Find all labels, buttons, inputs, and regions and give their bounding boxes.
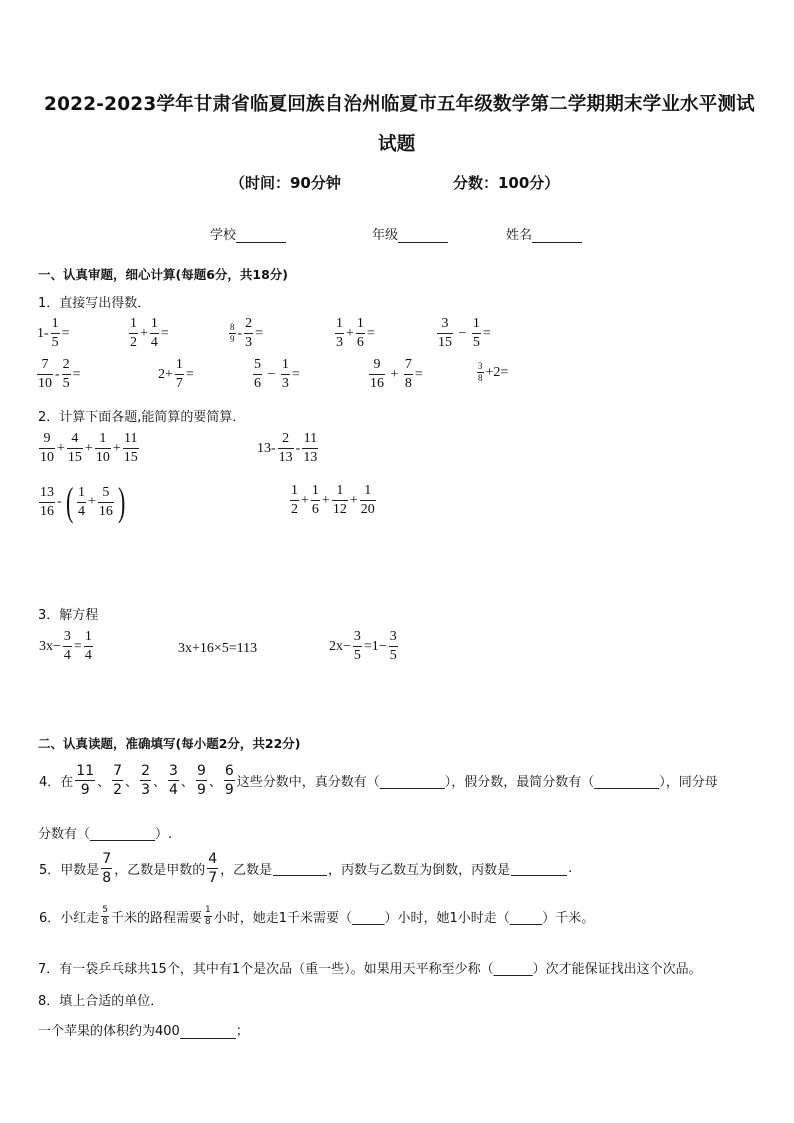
- q4-text: 这些分数中，真分数有（__________），假分数，最简分数有（__________），同分母: [236, 775, 718, 790]
- question-8: 8．填上合适的单位．: [38, 994, 164, 1009]
- q8-line: 一个苹果的体积约为400: [38, 1024, 180, 1039]
- q1-item-1: 1- $\frac{1}{5}$ =: [37, 316, 70, 350]
- school-label: 学校: [210, 228, 237, 243]
- q5-text-b: ，乙数是甲数的: [114, 863, 206, 878]
- q1-item-9: $\frac{9}{16}$ + $\frac{7}{8}$ =: [370, 357, 423, 391]
- q5-text-a: 5．甲数是: [39, 863, 100, 878]
- exam-time: （时间：90分钟: [230, 174, 341, 192]
- question-7: 7．有一袋乒乓球共15个，其中有1个是次品（重一些）。如果用天平称至少称（______）次才能保证找出这个次品。: [38, 962, 702, 977]
- q5-text-c: ，乙数是: [220, 863, 273, 878]
- q1-item-8: $\frac{5}{6}$ − $\frac{1}{3}$ =: [254, 357, 300, 391]
- q6-text-a: 6．小红走: [39, 911, 100, 926]
- section-2-heading: 二、认真读题，准确填写(每小题2分，共22分): [38, 736, 301, 751]
- question-4-line2: 分数有（__________）.: [38, 827, 173, 842]
- doc-title-line2: 试题: [378, 134, 416, 155]
- q1-item-2: $\frac{1}{2}$ + $\frac{1}{4}$ =: [130, 316, 169, 350]
- grade-label: 年级: [372, 228, 399, 243]
- q1-item-6: $\frac{7}{10}$ - $\frac{2}{5}$ =: [38, 357, 81, 391]
- q1-item-5: $\frac{3}{15}$ − $\frac{1}{5}$ =: [438, 316, 491, 350]
- question-3: 3．解方程: [38, 608, 99, 623]
- grade-field: [372, 224, 448, 243]
- question-2: 2．计算下面各题,能简算的要简算．: [38, 410, 246, 425]
- question-6: 6．小红走 $\frac{5}{8}$ 千米的路程需要 $\frac{1}{8}$ 小时，她走1千米需要（_____）小时，她1小时走（_____）千米。: [39, 905, 595, 927]
- question-8-item: [38, 1020, 249, 1039]
- q6-text-b: 千米的路程需要: [111, 911, 203, 926]
- q1-item-3: $\frac{8}{9}$ - $\frac{2}{3}$ =: [230, 316, 264, 350]
- q1-item-7: 2+ $\frac{1}{7}$ =: [158, 357, 194, 391]
- q2-item-4: $\frac{1}{2}$ + $\frac{1}{6}$ + $\frac{1}{12}$ + $\frac{1}{20}$: [291, 483, 375, 517]
- name-label: 姓名: [506, 228, 533, 243]
- q2-item-1: $\frac{9}{10}$ + $\frac{4}{15}$ + $\frac{1}{10}$ + $\frac{11}{15}$: [40, 431, 138, 465]
- q3-equation-1: 3x− $\frac{3}{4}$ = $\frac{1}{4}$: [39, 629, 92, 663]
- q2-item-2: 13- $\frac{2}{13}$ - $\frac{11}{13}$: [257, 431, 318, 465]
- question-1: 1．直接写出得数．: [38, 296, 151, 311]
- question-5: 5．甲数是 $\frac{7}{8}$ ，乙数是甲数的 $\frac{4}{7}$ ，乙数是 ，丙数与乙数互为倒数，丙数是 .: [39, 851, 573, 886]
- q3-equation-2: 3x+16×5=113: [178, 641, 258, 656]
- name-field: [506, 224, 582, 243]
- q1-item-4: $\frac{1}{3}$ + $\frac{1}{6}$ =: [336, 316, 375, 350]
- school-field: [210, 224, 286, 243]
- q4-prefix: 4．在: [39, 775, 74, 790]
- section-1-heading: 一、认真审题，细心计算(每题6分，共18分): [38, 267, 289, 282]
- doc-title-line1: 2022-2023学年甘肃省临夏回族自治州临夏市五年级数学第二学期期末学业水平测试: [44, 94, 755, 115]
- q1-item-10: $\frac{3}{8}$ +2=: [478, 361, 509, 383]
- q6-text-c: 小时，她走1千米需要（_____）小时，她1小时走（_____）千米。: [213, 911, 595, 926]
- q8-end: ；: [235, 1024, 249, 1039]
- exam-score: 分数：100分）: [453, 174, 560, 192]
- question-4: 4．在 $\frac{11}{9}$ 、 $\frac{7}{2}$ 、 $\frac{2}{3}$ 、 $\frac{3}{4}$ 、 $\frac{9}{9}$ 、 $\frac{6}{9}$ 这些分数中，真分数有（__________），假分数，最简分数有（__________），同分母: [39, 763, 718, 798]
- q2-item-3: $\frac{13}{16}$ -( $\frac{1}{4}$ + $\frac{5}{16}$ ): [40, 479, 126, 524]
- q3-equation-3: 2x− $\frac{3}{5}$ =1− $\frac{3}{5}$: [329, 629, 397, 663]
- q5-text-d: ，丙数与乙数互为倒数，丙数是: [328, 863, 511, 878]
